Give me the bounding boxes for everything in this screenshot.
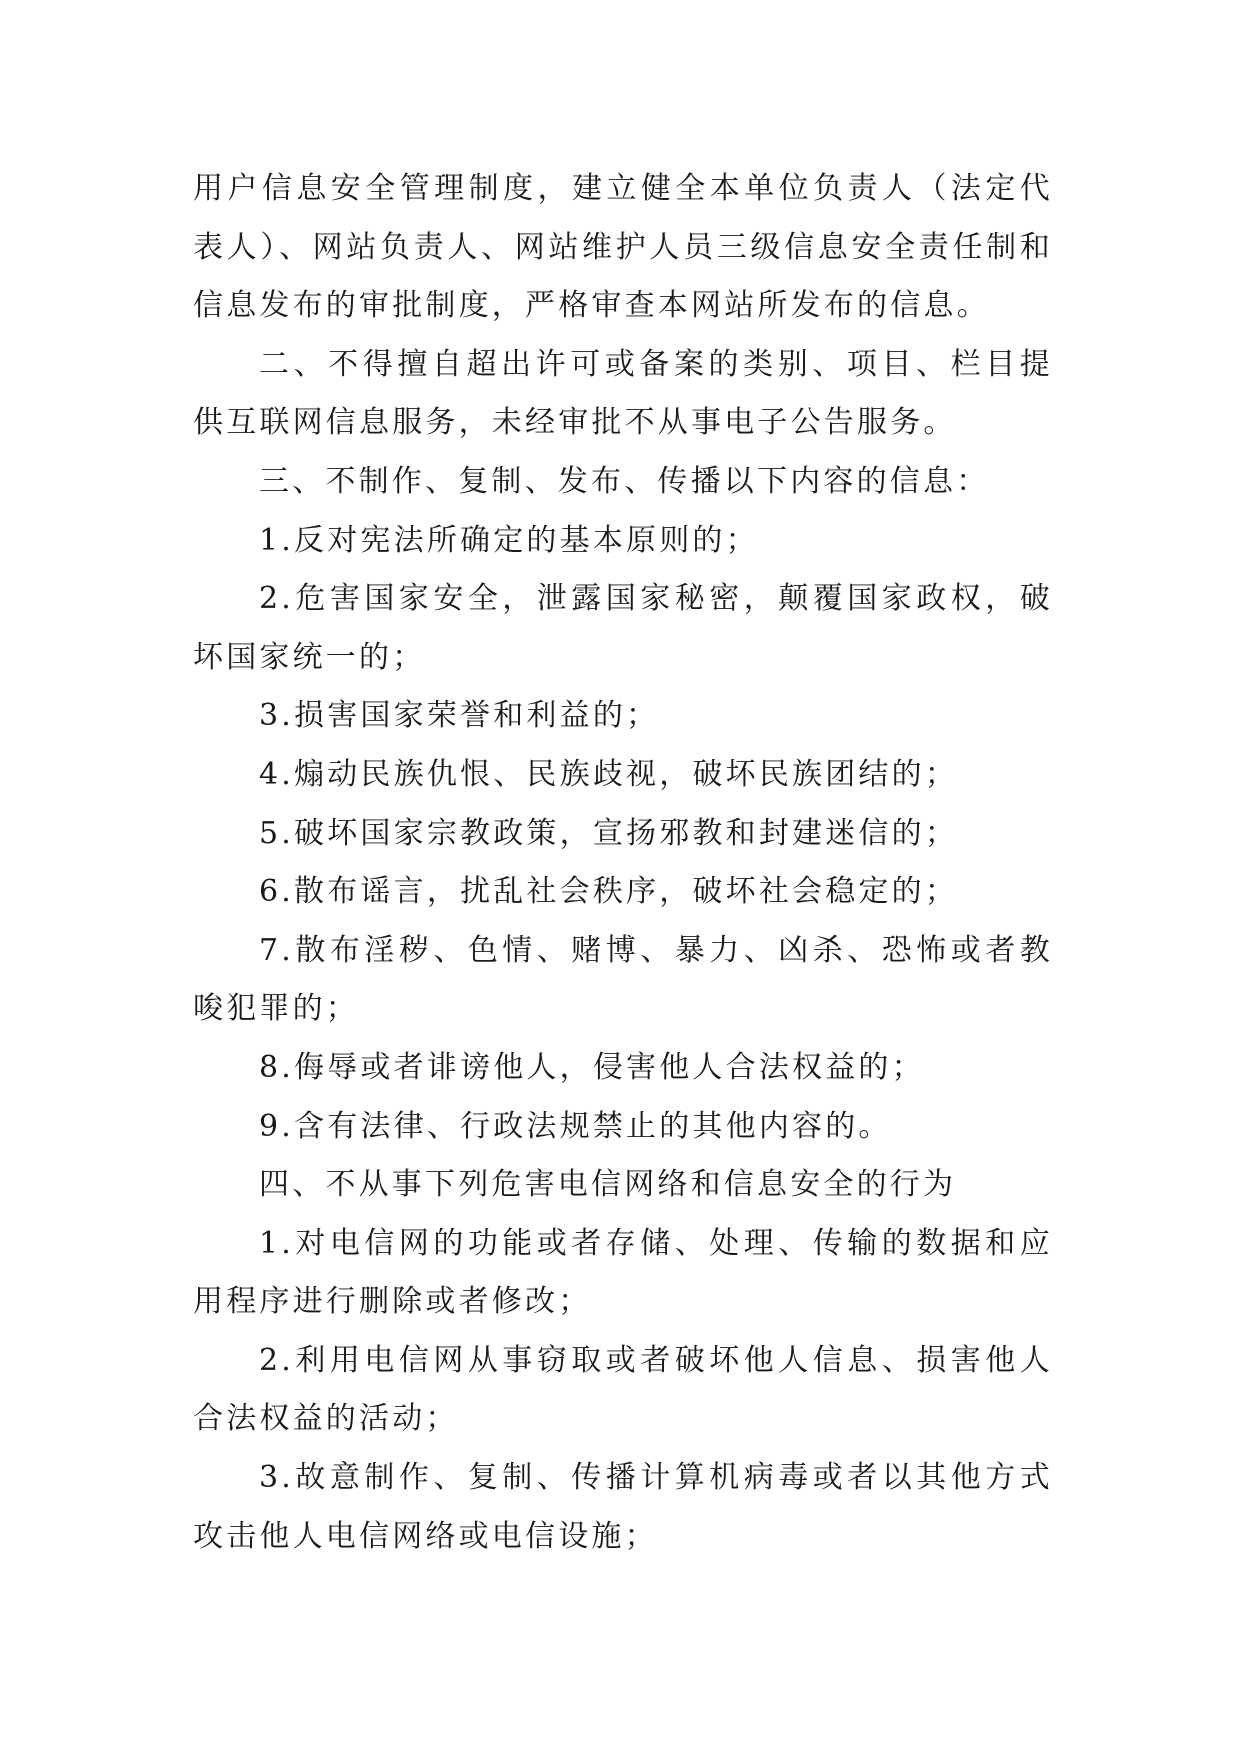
- list-item-3-1: 1.反对宪法所确定的基本原则的；: [259, 522, 759, 558]
- list-item-4-1: 1.对电信网的功能或者存储、处理、传输的数据和应用程序进行删除或者修改；: [193, 1225, 1053, 1320]
- document-body: [193, 160, 1053, 1566]
- list-item-4-3: 3.故意制作、复制、传播计算机病毒或者以其他方式攻击他人电信网络或电信设施；: [193, 1460, 1053, 1554]
- list-item-3-8: 8.侮辱或者诽谤他人，侵害他人合法权益的；: [259, 1049, 925, 1085]
- paragraph-continuation: 用户信息安全管理制度，建立健全本单位负责人（法定代表人）、网站负责人、网站维护人员三级信息安全责任制和信息发布的审批制度，严格审查本网站所发布的信息。: [193, 171, 1053, 324]
- list-item-3-2: 2.危害国家安全，泄露国家秘密，颠覆国家政权，破坏国家统一的；: [193, 581, 1053, 675]
- list-item-3-6: 6.散布谣言，扰乱社会秩序，破坏社会稳定的；: [259, 874, 959, 910]
- paragraph-section-2: 二、不得擅自超出许可或备案的类别、项目、栏目提供互联网信息服务，未经审批不从事电子公告服务。: [193, 346, 1053, 441]
- list-item-3-7: 7.散布淫秽、色情、赌博、暴力、凶杀、恐怖或者教唆犯罪的；: [193, 932, 1053, 1027]
- list-item-3-3: 3.损害国家荣誉和利益的；: [259, 698, 660, 734]
- list-item-4-2: 2.利用电信网从事窃取或者破坏他人信息、损害他人合法权益的活动；: [193, 1342, 1053, 1437]
- paragraph-section-4: 四、不从事下列危害电信网络和信息安全的行为: [259, 1167, 957, 1203]
- list-item-3-4: 4.煽动民族仇恨、民族歧视，破坏民族团结的；: [259, 756, 959, 792]
- paragraph-section-3: 三、不制作、复制、发布、传播以下内容的信息：: [259, 463, 990, 499]
- list-item-3-9: 9.含有法律、行政法规禁止的其他内容的。: [259, 1108, 892, 1144]
- list-item-3-5: 5.破坏国家宗教政策，宣扬邪教和封建迷信的；: [259, 815, 959, 851]
